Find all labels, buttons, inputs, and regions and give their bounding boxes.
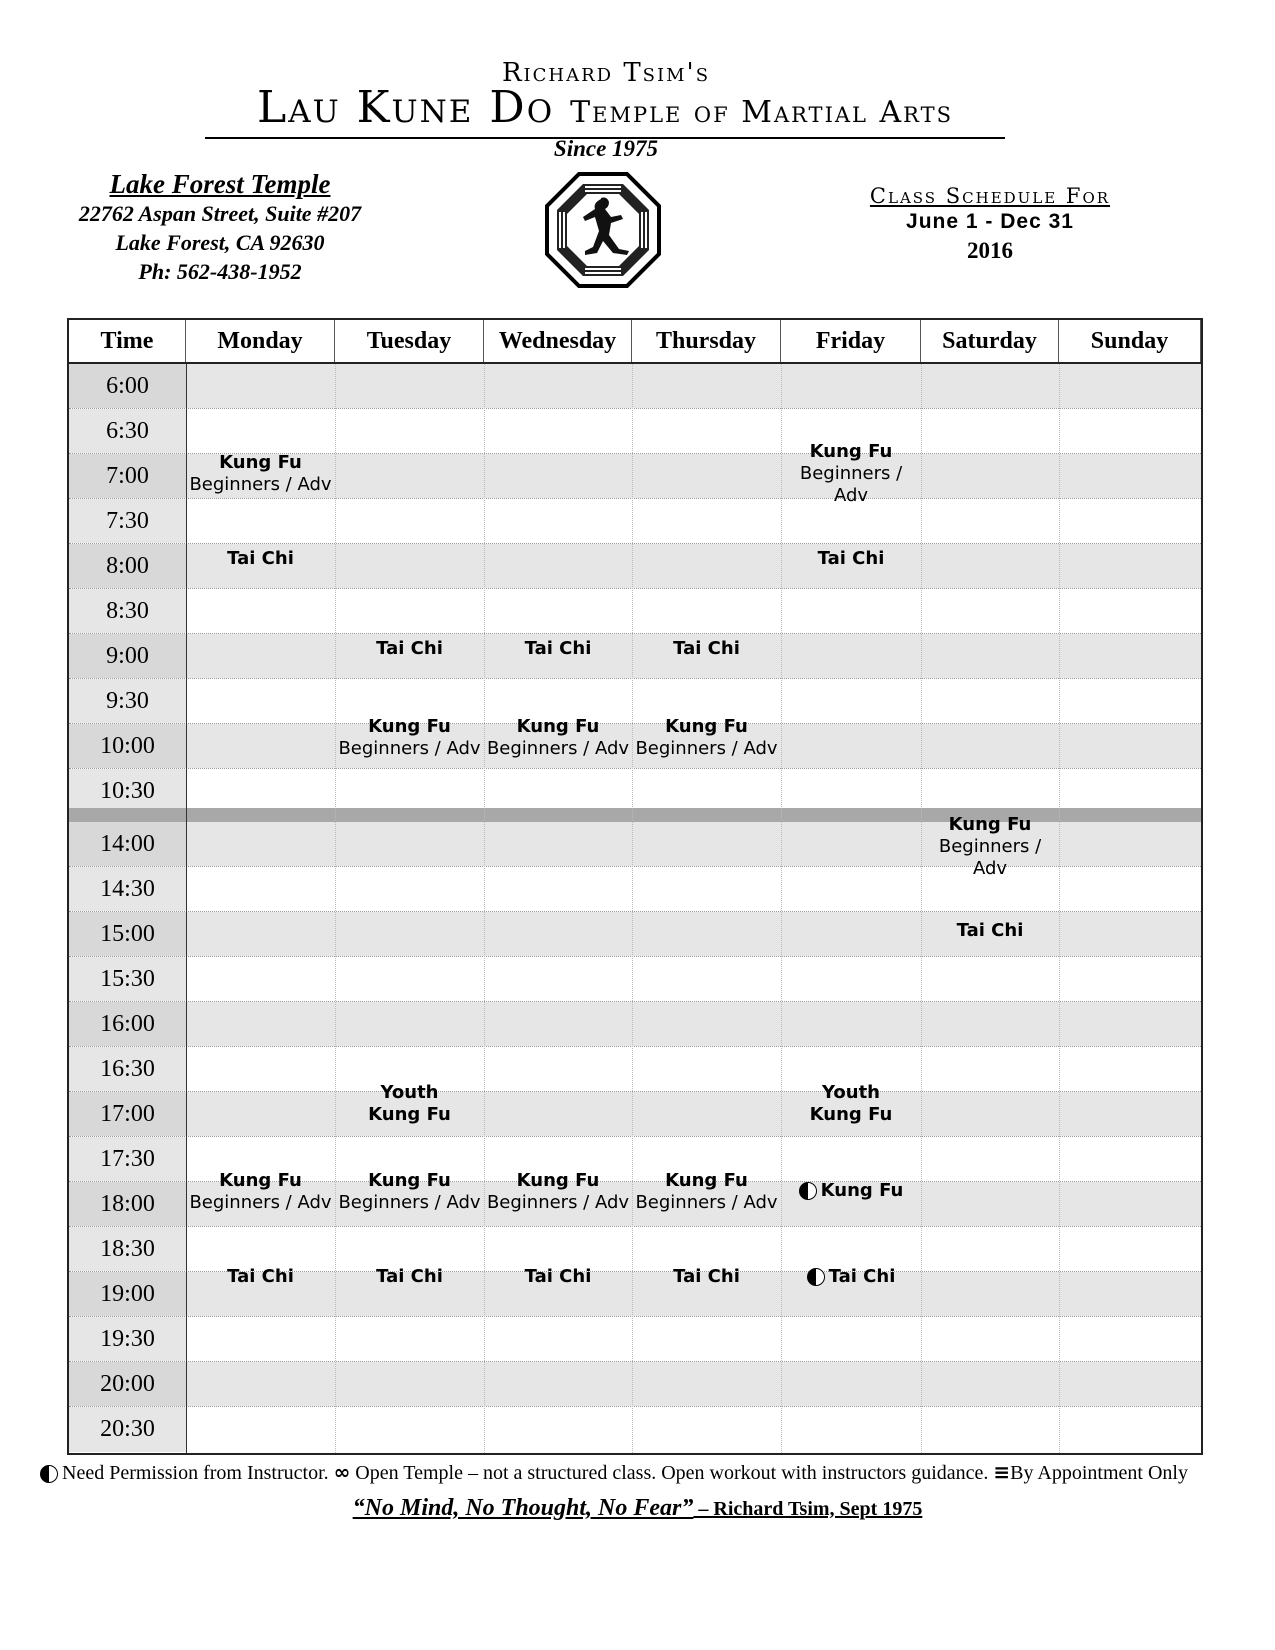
time-cell: 8:30 <box>69 589 186 633</box>
quote-attribution: – Richard Tsim, Sept 1975 <box>693 1498 923 1520</box>
class-title: Kung Fu <box>368 716 451 737</box>
time-cell: 15:00 <box>69 912 186 956</box>
class-title: Kung Fu <box>516 1170 600 1191</box>
class-tuesday-tai-chi: Tai Chi <box>376 638 443 659</box>
class-monday-tai-chi: Tai Chi <box>227 548 294 569</box>
city-address: Lake Forest, CA 92630 <box>115 230 325 255</box>
time-cell: 7:30 <box>69 499 186 543</box>
title-main: Lau Kune Do <box>256 82 555 133</box>
class-saturday-tai-chi: Tai Chi <box>956 920 1024 941</box>
phone-number: Ph: 562-438-1952 <box>138 259 302 284</box>
class-friday-evening-tai-chi <box>781 1266 921 1288</box>
time-cell: 18:30 <box>69 1227 186 1271</box>
time-cell: 19:30 <box>69 1317 186 1361</box>
class-thursday-kung-fu <box>632 716 781 760</box>
schedule-label: Class Schedule For <box>869 184 1111 208</box>
time-cell: 8:00 <box>69 544 186 588</box>
class-title: Kung Fu <box>809 1104 893 1125</box>
class-level: Beginners / Adv <box>189 1192 332 1213</box>
class-level: Beginners / Adv <box>635 1192 778 1213</box>
class-thursday-tai-chi: Tai Chi <box>673 638 740 659</box>
class-level: Beginners / Adv <box>486 1192 630 1213</box>
schedule-table <box>67 318 1203 1455</box>
class-tuesday-kung-fu <box>335 716 484 760</box>
class-monday-evening-tai-chi: Tai Chi <box>227 1266 294 1287</box>
quote-text: “No Mind, No Thought, No Fear” <box>352 1495 694 1521</box>
time-cell: 6:00 <box>69 364 186 408</box>
infinity-icon: ∞ <box>333 1460 351 1484</box>
class-level: Adv <box>972 858 1008 879</box>
class-friday-evening-kung-fu <box>781 1180 921 1202</box>
time-cell: 18:00 <box>69 1182 186 1226</box>
time-cell: 14:00 <box>69 822 186 866</box>
class-title: Kung Fu <box>219 452 302 473</box>
legend-permission: Need Permission from Instructor. <box>62 1462 329 1484</box>
class-title: Youth <box>822 1082 880 1103</box>
time-cell: 19:00 <box>69 1272 186 1316</box>
class-thursday-evening-tai-chi: Tai Chi <box>673 1266 740 1287</box>
time-cell: 16:00 <box>69 1002 186 1046</box>
class-wednesday-evening-kung-fu <box>484 1170 632 1214</box>
time-cell: 17:00 <box>69 1092 186 1136</box>
class-level: Beginners / Adv <box>338 1192 481 1213</box>
schedule-dates: June 1 - Dec 31 <box>906 210 1074 233</box>
temple-name: Lake Forest Temple <box>109 169 331 199</box>
time-cell: 16:30 <box>69 1047 186 1091</box>
triple-bar-icon: ≡ <box>993 1460 1011 1484</box>
class-level: Adv <box>833 485 869 506</box>
time-cell: 9:30 <box>69 679 186 723</box>
time-cell: 20:00 <box>69 1362 186 1406</box>
address-block <box>40 170 400 286</box>
class-level: Beginners / <box>938 836 1042 857</box>
class-title: Kung Fu <box>809 441 893 462</box>
class-monday-evening-kung-fu <box>186 1170 335 1214</box>
class-title: Kung Fu <box>665 1170 748 1191</box>
class-title: Kung Fu <box>516 716 600 737</box>
class-title: Tai Chi <box>828 1266 896 1287</box>
time-cell: 10:00 <box>69 724 186 768</box>
class-friday-youth-kung-fu <box>781 1082 921 1126</box>
header-friday: Friday <box>781 320 921 362</box>
class-level: Beginners / Adv <box>486 738 630 759</box>
header-sunday: Sunday <box>1059 320 1201 362</box>
class-friday-tai-chi: Tai Chi <box>817 548 885 569</box>
class-title: Kung Fu <box>368 1170 451 1191</box>
time-cell: 15:30 <box>69 957 186 1001</box>
class-monday-kung-fu <box>186 452 335 496</box>
class-title: Kung Fu <box>665 716 748 737</box>
class-level: Beginners / Adv <box>338 738 481 759</box>
class-title: Kung Fu <box>219 1170 302 1191</box>
time-cell: 14:30 <box>69 867 186 911</box>
class-tuesday-evening-kung-fu <box>335 1170 484 1214</box>
schedule-period <box>840 184 1140 264</box>
owner-name: Richard Tsim's <box>501 58 711 88</box>
class-tuesday-evening-tai-chi: Tai Chi <box>376 1266 443 1287</box>
class-wednesday-tai-chi: Tai Chi <box>524 638 592 659</box>
class-title: Kung Fu <box>368 1104 451 1125</box>
time-cell: 10:30 <box>69 769 186 813</box>
class-wednesday-kung-fu <box>484 716 632 760</box>
header-time: Time <box>69 320 186 362</box>
class-title: Youth <box>380 1082 439 1103</box>
header-tuesday: Tuesday <box>335 320 484 362</box>
yin-yang-icon <box>40 1465 58 1483</box>
header-wednesday: Wednesday <box>484 320 632 362</box>
header-saturday: Saturday <box>921 320 1059 362</box>
time-cell: 9:00 <box>69 634 186 678</box>
temple-logo-icon <box>545 172 661 288</box>
yin-yang-icon <box>807 1268 825 1286</box>
legend <box>40 1460 1250 1485</box>
time-cell: 20:30 <box>69 1407 186 1452</box>
class-friday-kung-fu <box>781 441 921 507</box>
class-saturday-kung-fu <box>921 814 1059 880</box>
legend-open-temple: Open Temple – not a structured class. Open workout with instructors guidance. <box>355 1462 989 1484</box>
header-thursday: Thursday <box>632 320 781 362</box>
yin-yang-icon <box>799 1182 817 1200</box>
class-level: Beginners / <box>799 463 903 484</box>
class-title: Kung Fu <box>820 1180 904 1201</box>
page-title <box>205 82 1005 139</box>
title-sub: Temple of Martial Arts <box>570 95 954 130</box>
class-wednesday-evening-tai-chi: Tai Chi <box>524 1266 592 1287</box>
time-cell: 6:30 <box>69 409 186 453</box>
class-level: Beginners / Adv <box>189 474 332 495</box>
motto-quote <box>0 1495 1275 1522</box>
class-level: Beginners / Adv <box>635 738 778 759</box>
header-monday: Monday <box>186 320 335 362</box>
class-thursday-evening-kung-fu <box>632 1170 781 1214</box>
class-tuesday-youth-kung-fu <box>335 1082 484 1126</box>
time-cell: 17:30 <box>69 1137 186 1181</box>
street-address: 22762 Aspan Street, Suite #207 <box>78 201 362 226</box>
legend-appointment: By Appointment Only <box>1010 1462 1188 1484</box>
class-title: Kung Fu <box>948 814 1032 835</box>
schedule-year: 2016 <box>967 238 1013 263</box>
since-year: Since 1975 <box>553 136 659 161</box>
time-cell: 7:00 <box>69 454 186 498</box>
